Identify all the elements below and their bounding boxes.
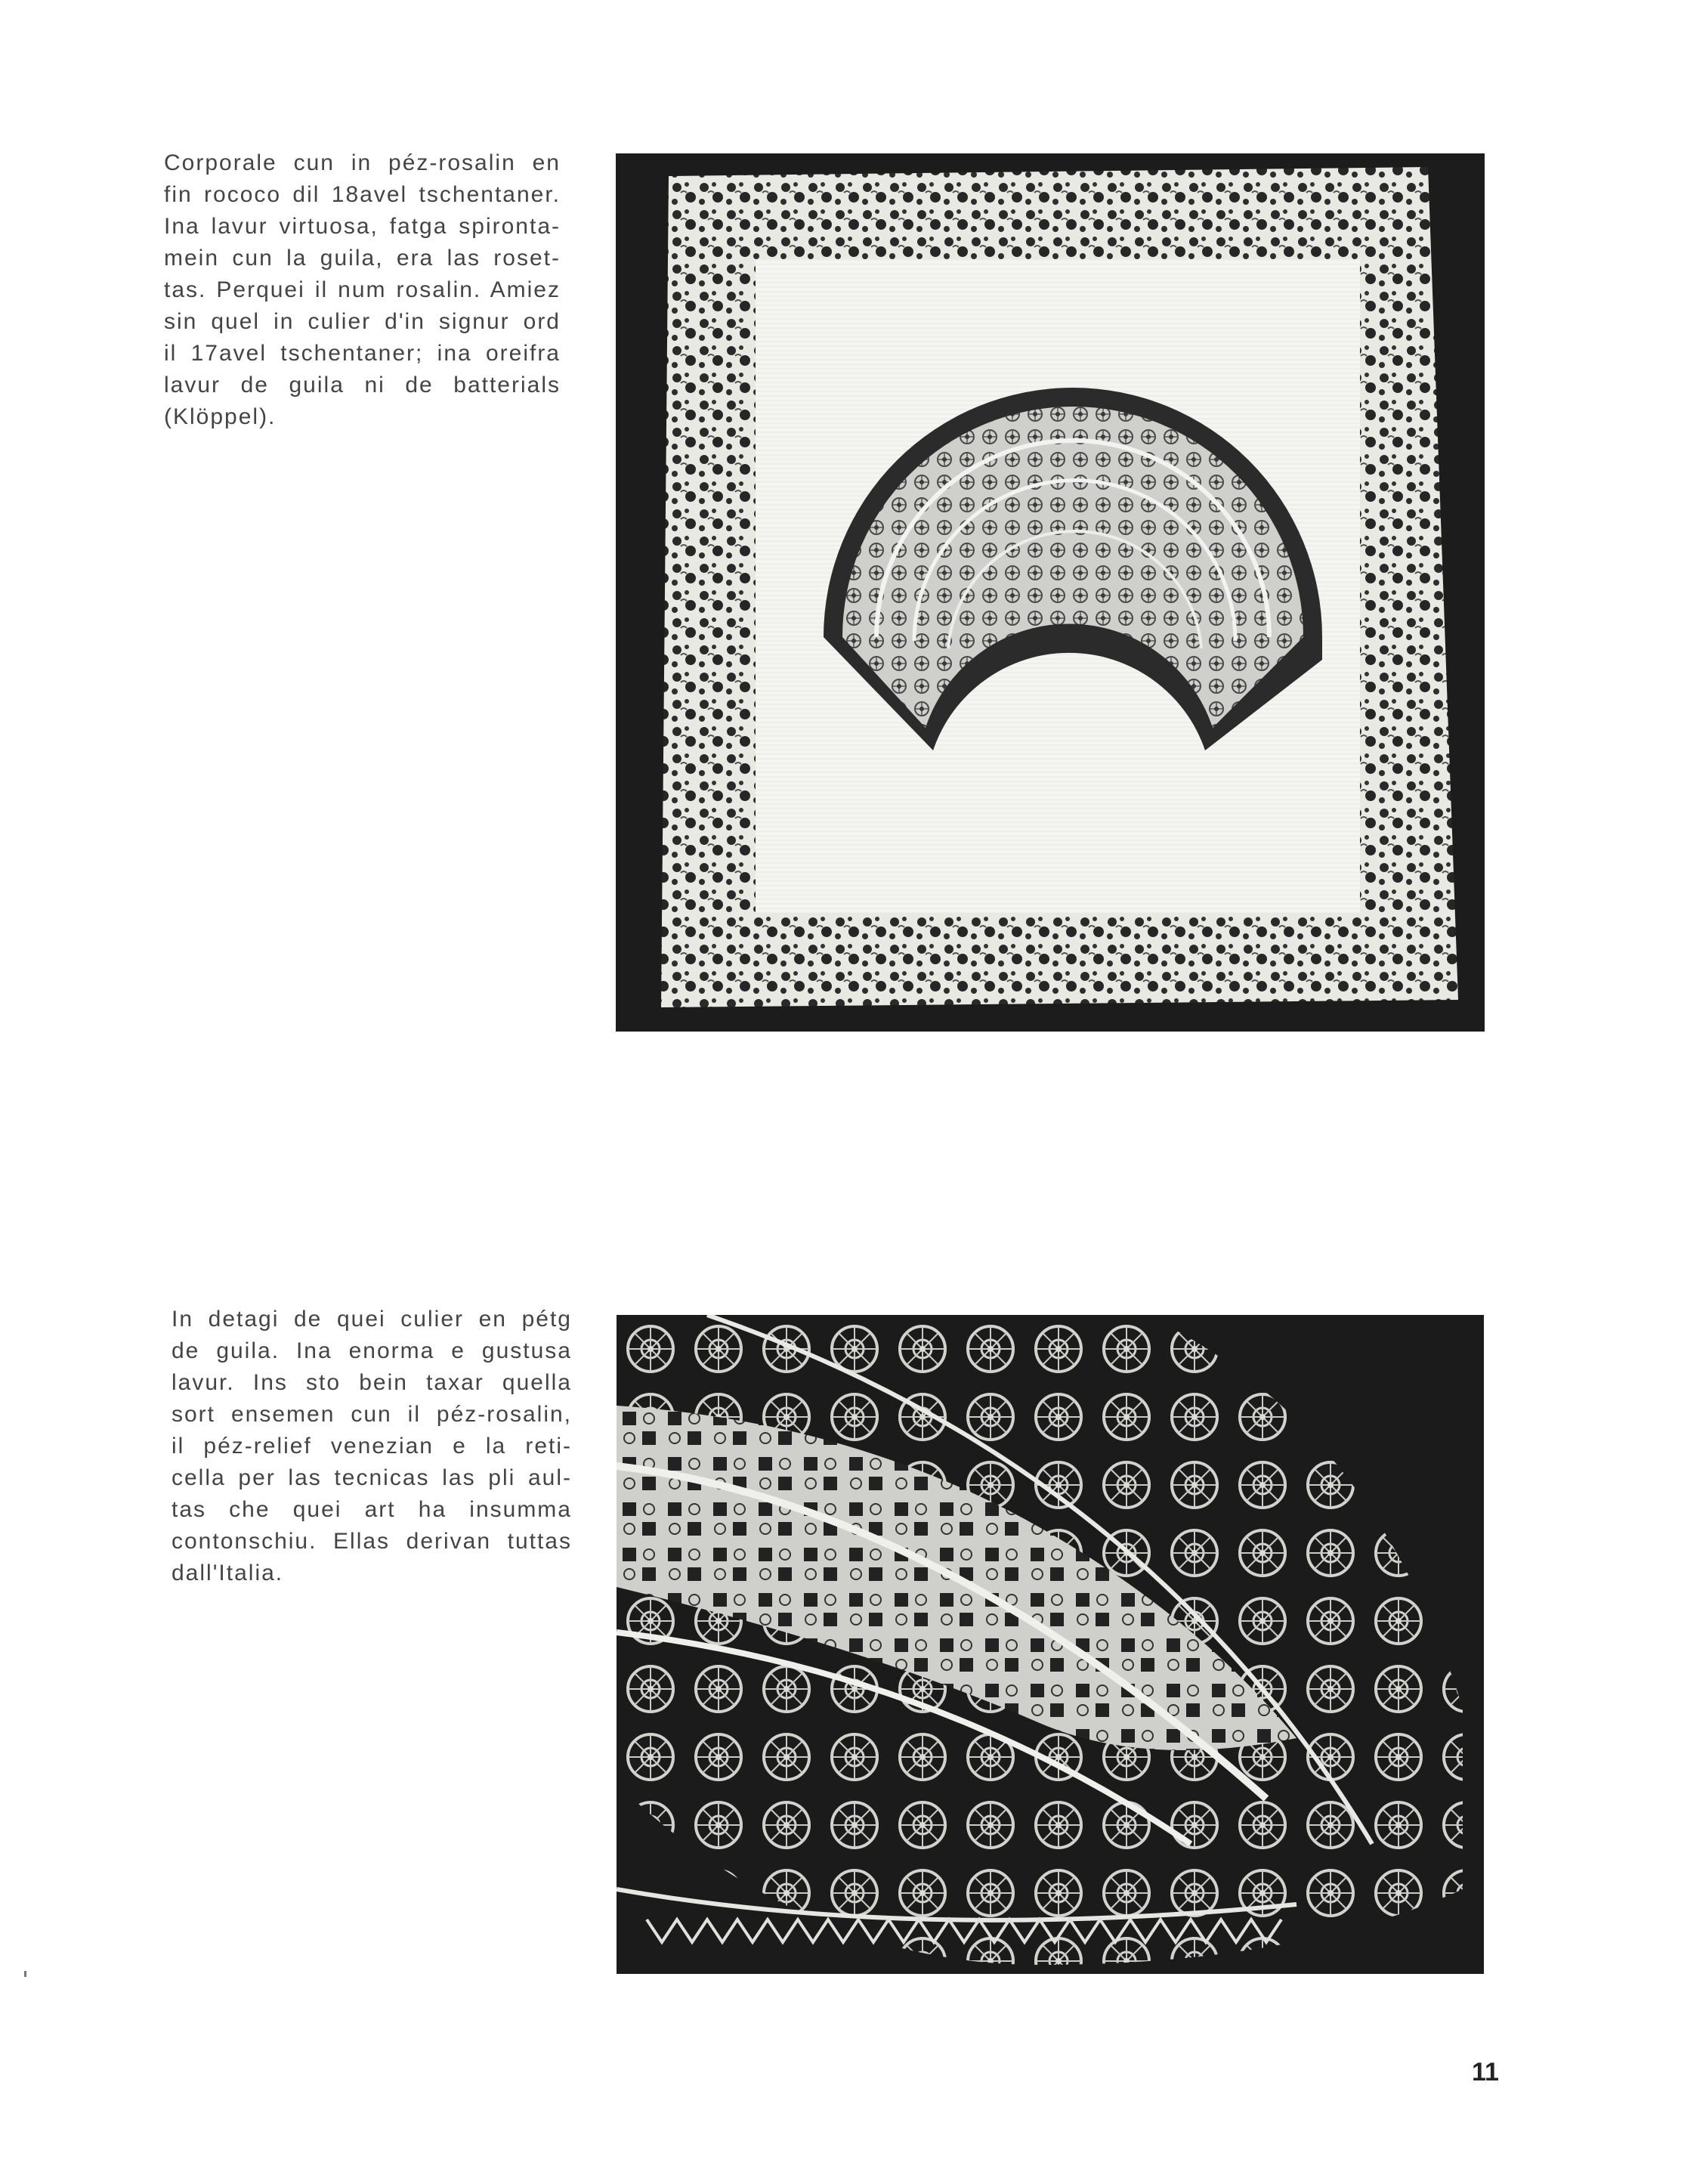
caption-line: mein cun la guila, era las roset-	[164, 246, 561, 271]
page-number: 11	[1472, 2058, 1499, 2087]
caption-collar-detail	[172, 1304, 572, 1589]
caption-line: dall'Italia.	[172, 1561, 284, 1585]
caption-line: (Klöppel).	[164, 404, 277, 429]
caption-line: In detagi de quei culier en pétg	[172, 1307, 572, 1332]
caption-line: il 17avel tschentaner; ina oreifra	[164, 341, 561, 366]
caption-line: de guila. Ina enorma e gustusa	[172, 1338, 572, 1363]
lace-detail-illustration	[617, 1315, 1484, 1974]
caption-line: il péz-relief venezian e la reti-	[172, 1434, 572, 1459]
caption-line: Corporale cun in péz-rosalin en	[164, 150, 561, 175]
caption-line: sort ensemen cun il péz-rosalin,	[172, 1402, 572, 1427]
caption-line: cella per las tecnicas las pli aul-	[172, 1465, 572, 1490]
caption-line: sin quel in culier d'in signur ord	[164, 309, 561, 334]
caption-line: lavur. Ins sto bein taxar quella	[172, 1370, 572, 1395]
caption-line: tas. Perquei il num rosalin. Amiez	[164, 277, 561, 302]
lace-corporale-illustration	[616, 153, 1485, 1032]
caption-line: lavur de guila ni de batterials	[164, 373, 561, 398]
photo-collar-lace-detail	[617, 1315, 1484, 1974]
caption-corporale	[164, 147, 561, 433]
scan-speck	[24, 1971, 26, 1977]
photo-corporale-with-collar	[616, 153, 1485, 1032]
caption-line: Ina lavur virtuosa, fatga spironta-	[164, 214, 561, 239]
caption-line: tas che quei art ha insumma	[172, 1497, 572, 1522]
caption-line: fin rococo dil 18avel tschentaner.	[164, 182, 561, 207]
caption-line: contonschiu. Ellas derivan tuttas	[172, 1529, 572, 1554]
